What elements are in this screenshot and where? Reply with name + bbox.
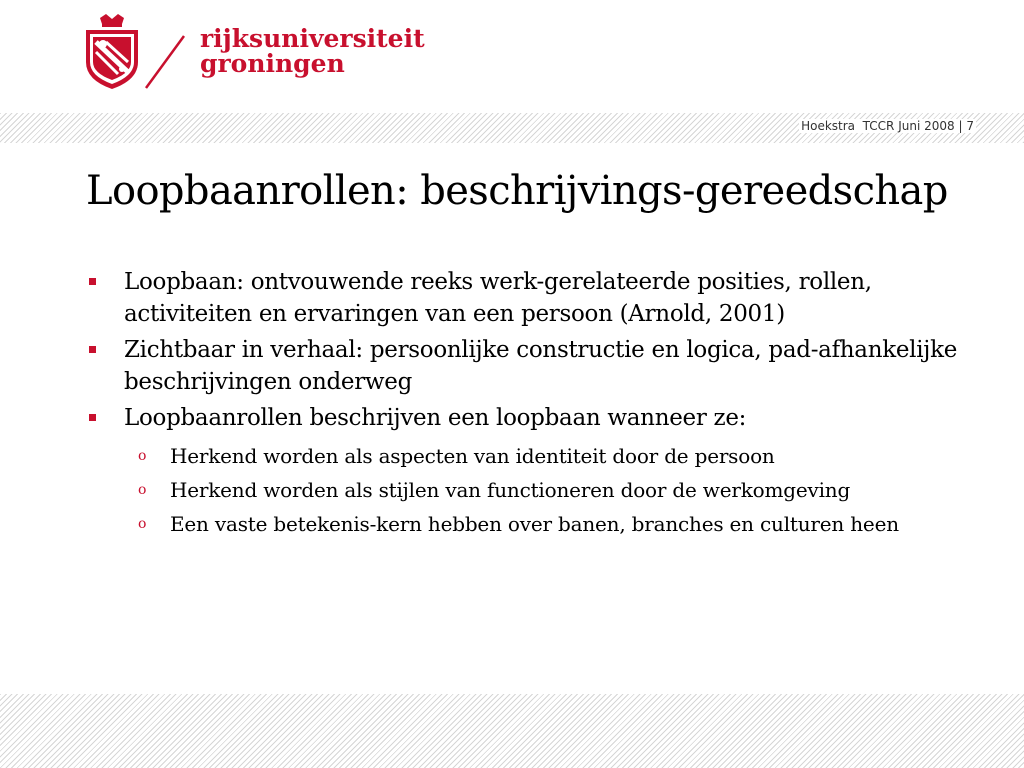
university-crest-icon	[82, 14, 142, 90]
slide-title: Loopbaanrollen: beschrijvings-gereedschap	[86, 168, 948, 214]
circle-bullet-icon: o	[138, 482, 147, 498]
slide-content	[86, 266, 966, 544]
sub-bullet-text: Herkend worden als stijlen van functioneren door de werkomgeving	[170, 478, 851, 502]
sub-bullet-text: Herkend worden als aspecten van identiteit door de persoon	[170, 444, 775, 468]
sub-bullet-item	[86, 510, 966, 538]
bullet-text: Loopbaan: ontvouwende reeks werk-gerelateerde posities, rollen, activiteiten en ervaringen van een persoon (Arnold, 2001)	[124, 269, 872, 327]
slide-reference	[799, 119, 976, 133]
circle-bullet-icon: o	[138, 516, 147, 532]
bullet-text: Loopbaanrollen beschrijven een loopbaan wanneer ze:	[124, 405, 747, 431]
university-wordmark	[200, 26, 425, 76]
sub-bullet-item	[86, 476, 966, 504]
author-name: Hoekstra	[801, 119, 856, 133]
square-bullet-icon	[89, 278, 96, 285]
bullet-item	[86, 334, 966, 398]
bullet-item	[86, 402, 966, 434]
footer-hatch-band	[0, 694, 1024, 768]
square-bullet-icon	[89, 414, 96, 421]
sub-bullet-item	[86, 442, 966, 470]
logo-slash	[140, 32, 190, 92]
separator: |	[958, 119, 963, 133]
page-number: 7	[966, 119, 974, 133]
wordmark-line-1: rijksuniversiteit	[200, 24, 425, 53]
wordmark-line-2: groningen	[200, 49, 345, 78]
bullet-text: Zichtbaar in verhaal: persoonlijke constructie en logica, pad-afhankelijke beschrijvingen onderweg	[124, 337, 958, 395]
circle-bullet-icon: o	[138, 448, 147, 464]
sub-bullet-text: Een vaste betekenis-kern hebben over banen, branches en culturen heen	[170, 512, 899, 536]
bullet-item	[86, 266, 966, 330]
event-name: TCCR Juni 2008	[862, 119, 955, 133]
square-bullet-icon	[89, 346, 96, 353]
